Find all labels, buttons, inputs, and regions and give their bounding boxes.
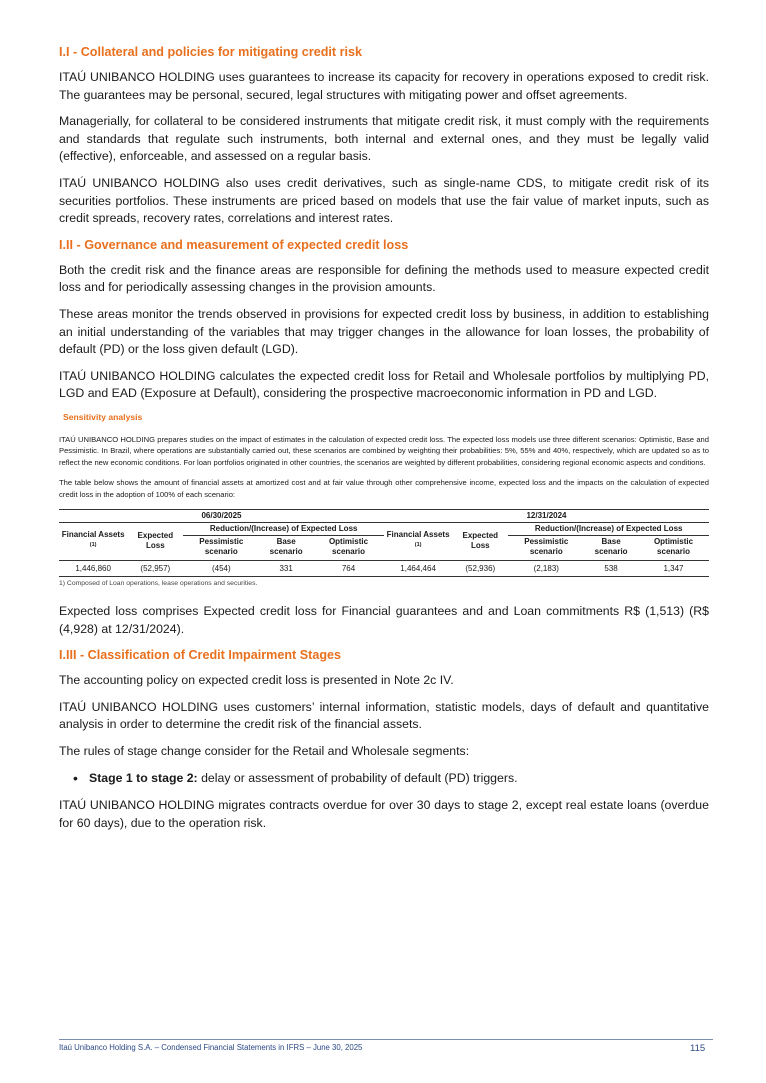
table-footnote: 1) Composed of Loan operations, lease operations and securities. [59, 579, 258, 587]
table-row [59, 560, 709, 576]
sensitivity-table [59, 509, 709, 577]
paragraph: ITAÚ UNIBANCO HOLDING uses customers’ internal information, statistic models, days of default and quantitative analysis in order to determine the credit risk of the financial assets. [59, 699, 709, 732]
paragraph: ITAÚ UNIBANCO HOLDING also uses credit derivatives, such as single-name CDS, to mitigate credit risk of its securities portfolios. These instruments are priced based on models that use the fair value of market inputs, such as credit spreads, recovery rates, correlations and interest rates. [59, 175, 709, 226]
paragraph: ITAÚ UNIBANCO HOLDING uses guarantees to increase its capacity for recovery in operations exposed to credit risk. The guarantees may be personal, secured, legal structures with mitigating power and offset agreements. [59, 70, 709, 102]
table-cell: (52,957) [127, 560, 183, 576]
col-pessimistic: Pessimistic scenario [508, 535, 584, 560]
reduction-header: Reduction/(Increase) of Expected Loss [183, 522, 384, 535]
stage-rules-list [59, 770, 709, 788]
footer-text: Itaú Unibanco Holding S.A. – Condensed Financial Statements in IFRS – June 30, 2025 [59, 1043, 363, 1052]
sensitivity-paragraph: ITAÚ UNIBANCO HOLDING prepares studies on the impact of estimates in the calculation of expected credit loss. The expected loss models use three different scenarios: Optimistic, Base and Pessimistic. In Brazil, where operations are substantially carried out, these scenarios are combined by weighting their probabilities: 5%, 55% and 40%, respectively, which are updated so as to reflect the new economic conditions. For loan portfolios originated in other countries, the scenarios are weighted by different probabilities, considering regional economic aspects and conditions. [59, 434, 709, 467]
table-cell: (2,183) [508, 560, 584, 576]
col-optimistic: Optimistic scenario [313, 535, 384, 560]
section-heading-governance: I.II - Governance and measurement of expected credit loss [59, 237, 409, 252]
sensitivity-heading: Sensitivity analysis [63, 411, 143, 422]
table-cell: 1,446,860 [59, 560, 127, 576]
table-cell: 1,464,464 [384, 560, 452, 576]
paragraph: Expected loss comprises Expected credit loss for Financial guarantees and and Loan commitments R$ (1,513) (R$ (4,928) at 12/31/2024). [59, 603, 709, 636]
col-expected-loss: Expected Loss [127, 522, 183, 560]
table-cell: (454) [183, 560, 259, 576]
col-financial-assets: Financial Assets $^{(1)}$ [59, 522, 127, 560]
col-financial-assets: Financial Assets $^{(1)}$ [384, 522, 452, 560]
bullet-icon: • [73, 769, 78, 786]
paragraph: The rules of stage change consider for the Retail and Wholesale segments: [59, 743, 470, 758]
table-cell: 764 [313, 560, 384, 576]
paragraph: The accounting policy on expected credit loss is presented in Note 2c IV. [59, 673, 454, 688]
paragraph: ITAÚ UNIBANCO HOLDING migrates contracts overdue for over 30 days to stage 2, except real estate loans (overdue for 60 days), due to the operation risk. [59, 798, 709, 830]
col-base: Base scenario [259, 535, 313, 560]
period-header-2025: 06/30/2025 [59, 509, 384, 522]
table-cell: 1,347 [638, 560, 709, 576]
list-item: • Stage 1 to stage 2: delay or assessment of probability of default (PD) triggers. [73, 769, 518, 786]
col-optimistic: Optimistic scenario [638, 535, 709, 560]
col-base: Base scenario [584, 535, 638, 560]
section-heading-stages: I.III - Classification of Credit Impairment Stages [59, 648, 342, 663]
document-body [59, 44, 709, 841]
table-cell: 538 [584, 560, 638, 576]
period-header-2024: 12/31/2024 [384, 509, 709, 522]
reduction-header: Reduction/(Increase) of Expected Loss [508, 522, 709, 535]
section-heading-collateral: I.I - Collateral and policies for mitigating credit risk [59, 45, 363, 59]
footer-divider [59, 1039, 713, 1040]
col-expected-loss: Expected Loss [452, 522, 508, 560]
table-cell: (52,936) [452, 560, 508, 576]
paragraph: Both the credit risk and the finance areas are responsible for defining the methods used to measure expected credit loss and for periodically assessing changes in the provision amounts. [59, 262, 709, 295]
page-number: 115 [690, 1043, 706, 1054]
sensitivity-table-intro: The table below shows the amount of financial assets at amortized cost and at fair value through other comprehensive income, expected loss and the impacts on the calculation of expected credit loss in the adoption of 100% of each scenario: [59, 478, 709, 499]
col-pessimistic: Pessimistic scenario [183, 535, 259, 560]
table-cell: 331 [259, 560, 313, 576]
paragraph: These areas monitor the trends observed in provisions for expected credit loss by business, in addition to establishing an initial understanding of the variables that may trigger changes in the allowance for loan losses, the probability of default (PD) or the loss given default (LGD). [59, 306, 709, 357]
paragraph: ITAÚ UNIBANCO HOLDING calculates the expected credit loss for Retail and Wholesale portfolios by multiplying PD, LGD and EAD (Exposure at Default), considering the prospective macroeconomic information in PD and LGD. [59, 368, 709, 401]
paragraph: Managerially, for collateral to be considered instruments that mitigate credit risk, it must comply with the requirements and standards that regulate such instruments, both internal and external ones, and they must be legally valid (effective), enforceable, and assessed on a regular basis. [59, 114, 709, 164]
